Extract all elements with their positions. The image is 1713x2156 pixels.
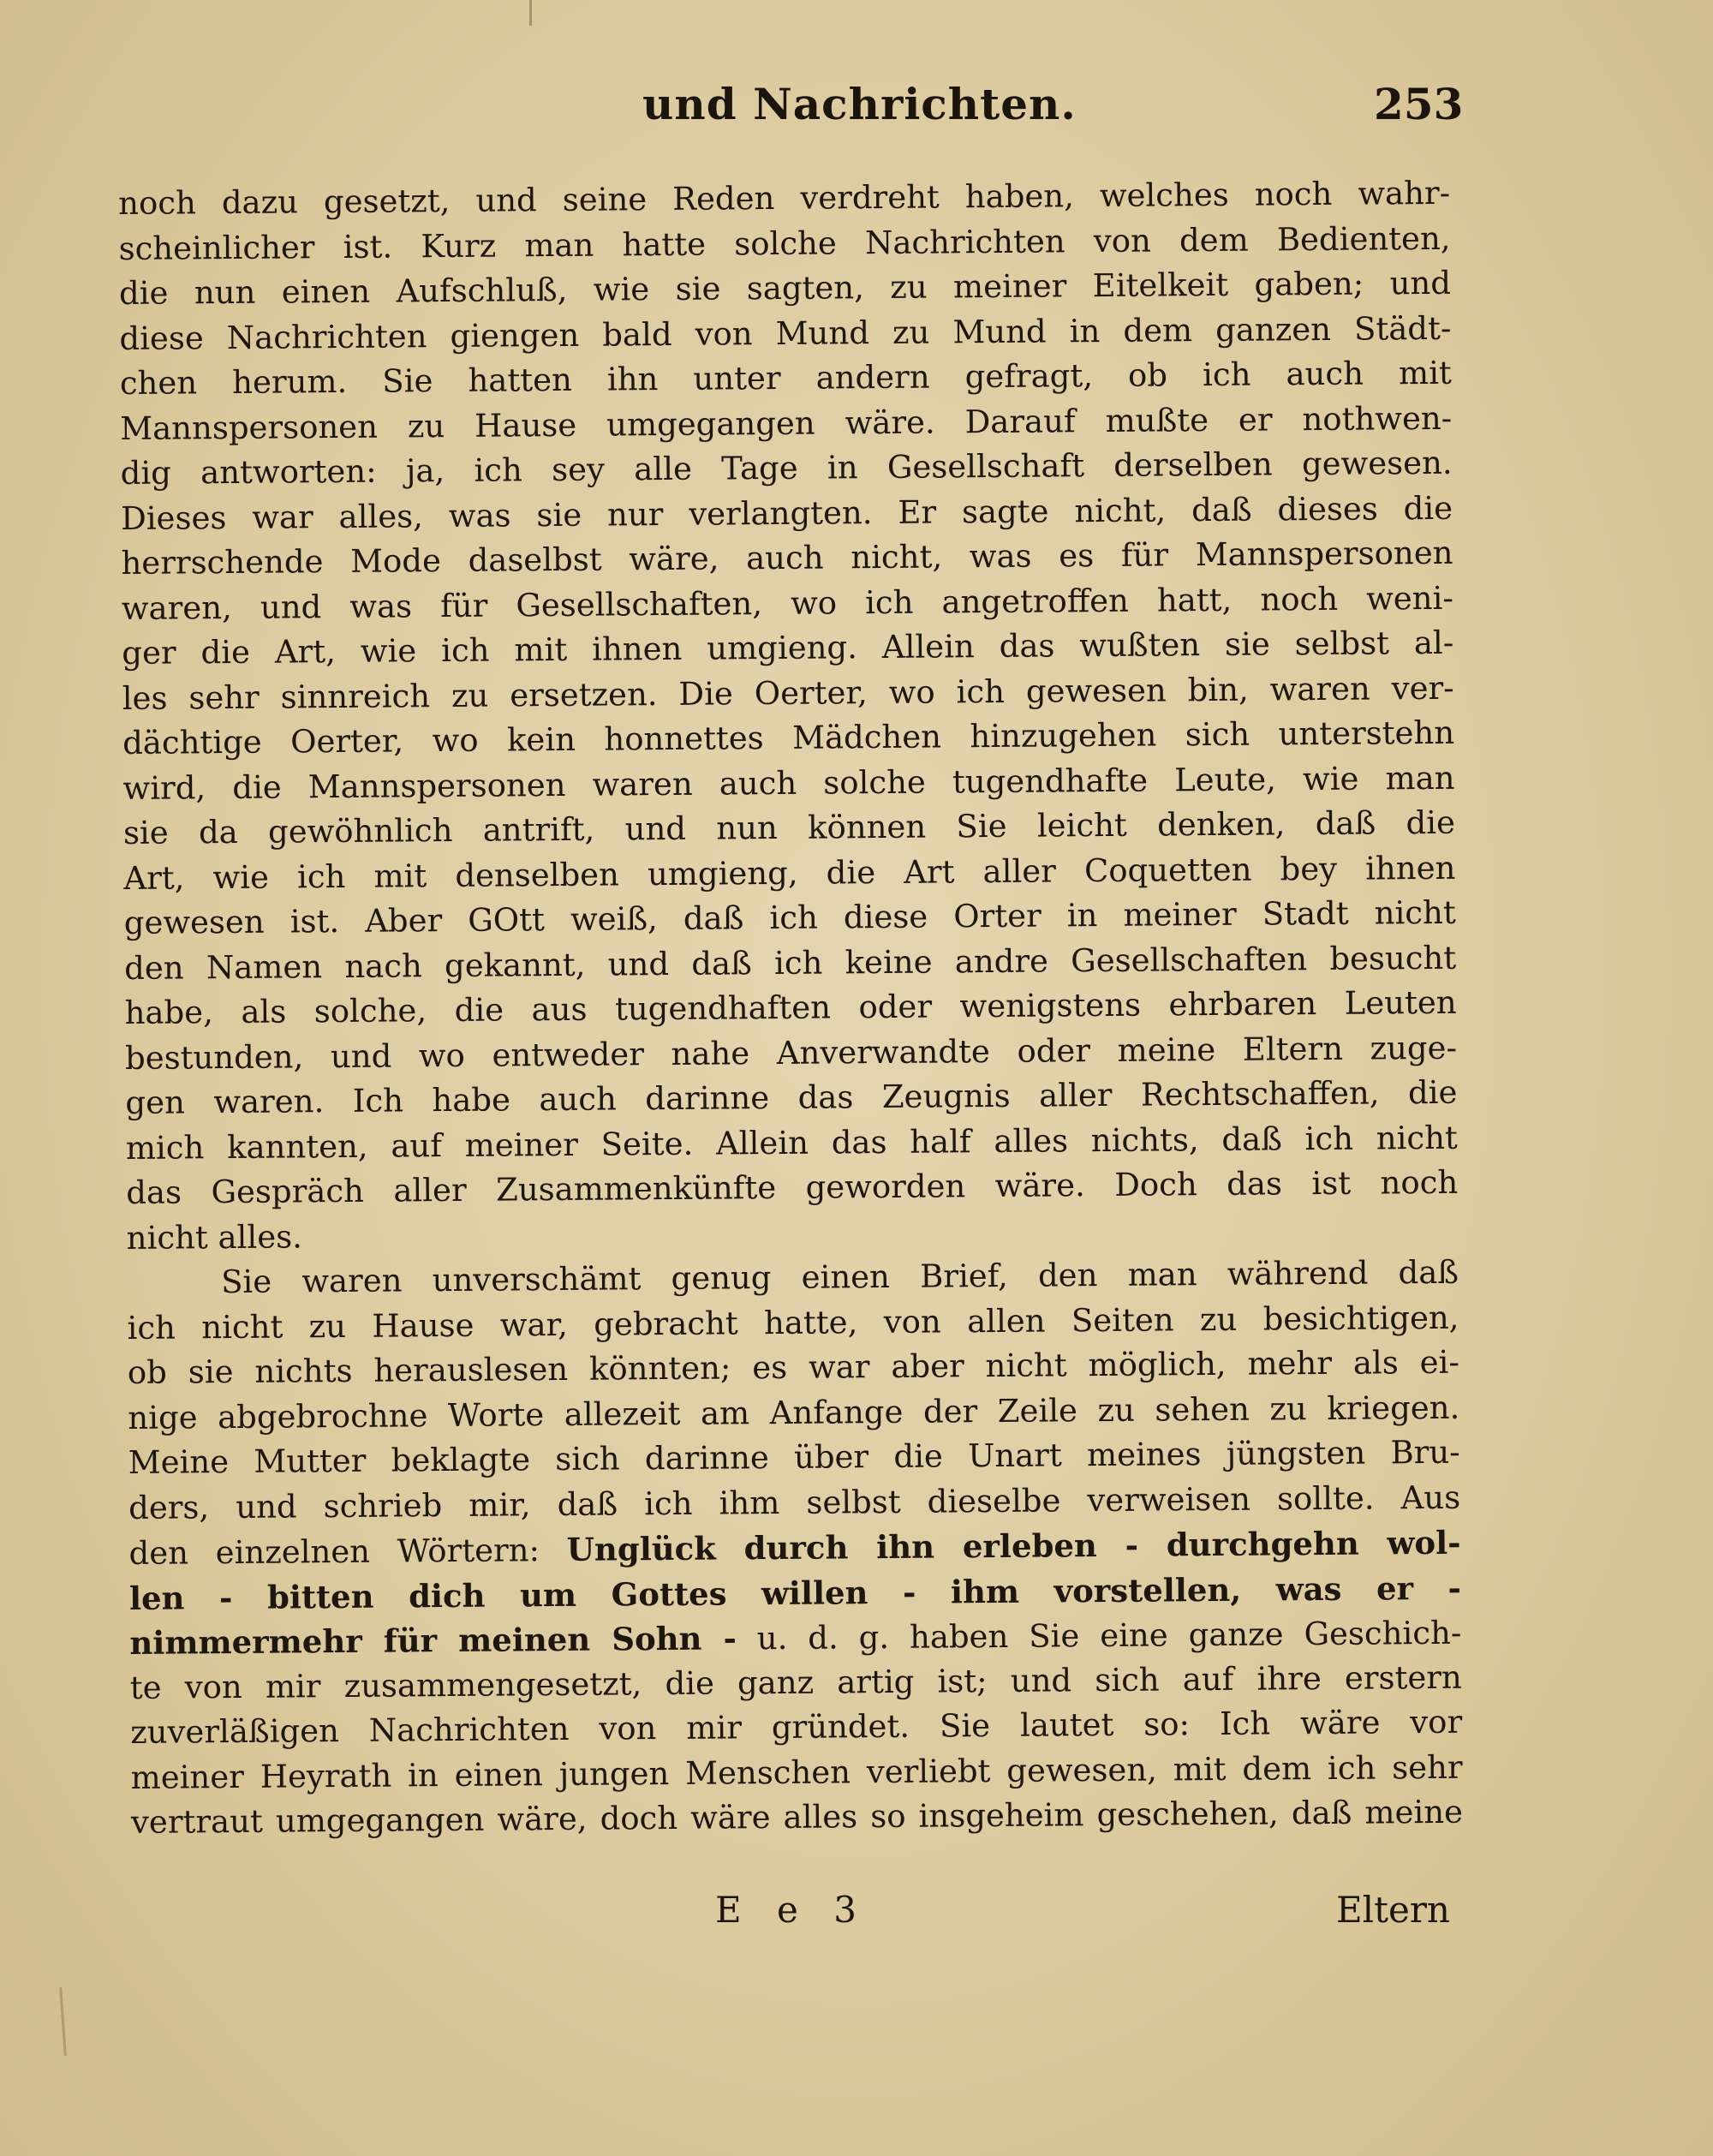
- text-line: diese Nachrichten giengen bald von Mund zu Mund in dem ganzen Städt-: [119, 309, 1452, 357]
- letter-fragments-bold: nimmermehr für meinen Sohn -: [129, 1619, 737, 1662]
- page-header: [0, 79, 1713, 147]
- text-line: ger die Art, wie ich mit ihnen umgieng. Allein das wußten sie selbst al-: [122, 624, 1454, 672]
- binding-mark: [529, 0, 532, 26]
- text-run: u. d. g. haben Sie eine ganze Geschich-: [756, 1614, 1462, 1657]
- text-line: les sehr sinnreich zu ersetzen. Die Oerter, wo ich gewesen bin, waren ver-: [122, 669, 1454, 717]
- text-line: dächtige Oerter, wo kein honnettes Mädchen hinzugehen sich unterstehn: [122, 714, 1455, 761]
- letter-fragments-bold-line: len - bitten dich um Gottes willen - ihm vorstellen, was er -: [128, 1568, 1462, 1617]
- margin-mark: [59, 1987, 67, 2056]
- text-line: gewesen ist. Aber GOtt weiß, daß ich diese Orter in meiner Stadt nicht: [123, 893, 1456, 941]
- text-line: ich nicht zu Hause war, gebracht hatte, von allen Seiten zu besichtigen,: [127, 1299, 1459, 1347]
- text-line: die nun einen Aufschluß, wie sie sagten, zu meiner Eitelkeit gaben; und: [118, 264, 1452, 312]
- body-text: [118, 171, 1463, 1846]
- text-line: noch dazu gesetzt, und seine Reden verdreht haben, welches noch wahr-: [118, 174, 1451, 222]
- text-line: Meine Mutter beklagte sich darinne über die Unart meines jüngsten Bru-: [128, 1433, 1460, 1481]
- text-line: ders, und schrieb mir, daß ich ihm selbst dieselbe verweisen sollte. Aus: [128, 1478, 1461, 1526]
- running-head: und Nachrichten.: [642, 79, 1077, 129]
- text-line: dig antworten: ja, ich sey alle Tage in Gesellschaft derselben gewesen.: [120, 444, 1453, 492]
- text-line: chen herum. Sie hatten ihn unter andern gefragt, ob ich auch mit: [119, 354, 1452, 402]
- text-line: sie da gewöhnlich antrift, und nun können Sie leicht denken, daß die: [122, 803, 1456, 851]
- text-line: vertraut umgegangen wäre, doch wäre alles so insgeheim geschehen, daß meine: [130, 1793, 1464, 1841]
- text-line: zuverläßigen Nachrichten von mir gründet. Sie lautet so: Ich wäre vor: [130, 1703, 1463, 1751]
- text-line: den Namen nach gekannt, und daß ich keine andre Gesellschaften besucht: [124, 939, 1457, 987]
- text-line: scheinlicher ist. Kurz man hatte solche Nachrichten von dem Bedienten,: [118, 219, 1451, 267]
- text-line: nicht alles.: [126, 1217, 303, 1257]
- text-line: gen waren. Ich habe auch darinne das Zeugnis aller Rechtschaffen, die: [125, 1073, 1458, 1121]
- text-line: bestunden, und wo entweder nahe Anverwandte oder meine Eltern zuge-: [124, 1029, 1458, 1077]
- text-line: te von mir zusammengesetzt, die ganz artig ist; und sich auf ihre erstern: [129, 1658, 1462, 1706]
- text-line: Art, wie ich mit denselben umgieng, die Art aller Coquetten bey ihnen: [123, 849, 1456, 897]
- paragraph-start-line: Sie waren unverschämt genug einen Brief, den man während daß: [220, 1253, 1459, 1301]
- text-line: Mannspersonen zu Hause umgegangen wäre. Darauf mußte er nothwen-: [120, 399, 1453, 447]
- text-run: den einzelnen Wörtern:: [128, 1532, 540, 1572]
- page-footer: [0, 1889, 1713, 1949]
- text-line: wird, die Mannspersonen waren auch solche tugendhafte Leute, wie man: [122, 759, 1455, 807]
- catchword: Eltern: [1336, 1889, 1450, 1931]
- text-line: ob sie nichts herauslesen könnten; es war aber nicht möglich, mehr als ei-: [127, 1343, 1460, 1391]
- text-line: nige abgebrochne Worte allezeit am Anfange der Zeile zu sehen zu kriegen.: [128, 1389, 1460, 1436]
- page-number: 253: [1374, 79, 1464, 129]
- text-line: waren, und was für Gesellschaften, wo ich angetroffen hatt, noch weni-: [121, 579, 1454, 627]
- text-line: das Gespräch aller Zusammenkünfte geworden wäre. Doch das ist noch: [126, 1163, 1459, 1211]
- letter-fragments-bold: Unglück durch ihn erleben - durchgehn wol-: [566, 1523, 1461, 1568]
- text-line: Dieses war alles, was sie nur verlangten. Er sagte nicht, daß dieses die: [120, 489, 1453, 537]
- text-line: habe, als solche, die aus tugendhaften oder wenigstens ehrbaren Leuten: [124, 983, 1457, 1031]
- signature-mark: E e 3: [715, 1889, 868, 1931]
- text-line: mich kannten, auf meiner Seite. Allein das half alles nichts, daß ich nicht: [125, 1119, 1458, 1167]
- text-line: meiner Heyrath in einen jungen Menschen verliebt gewesen, mit dem ich sehr: [130, 1748, 1463, 1796]
- text-line: herrschende Mode daselbst wäre, auch nicht, was es für Mannspersonen: [121, 534, 1453, 582]
